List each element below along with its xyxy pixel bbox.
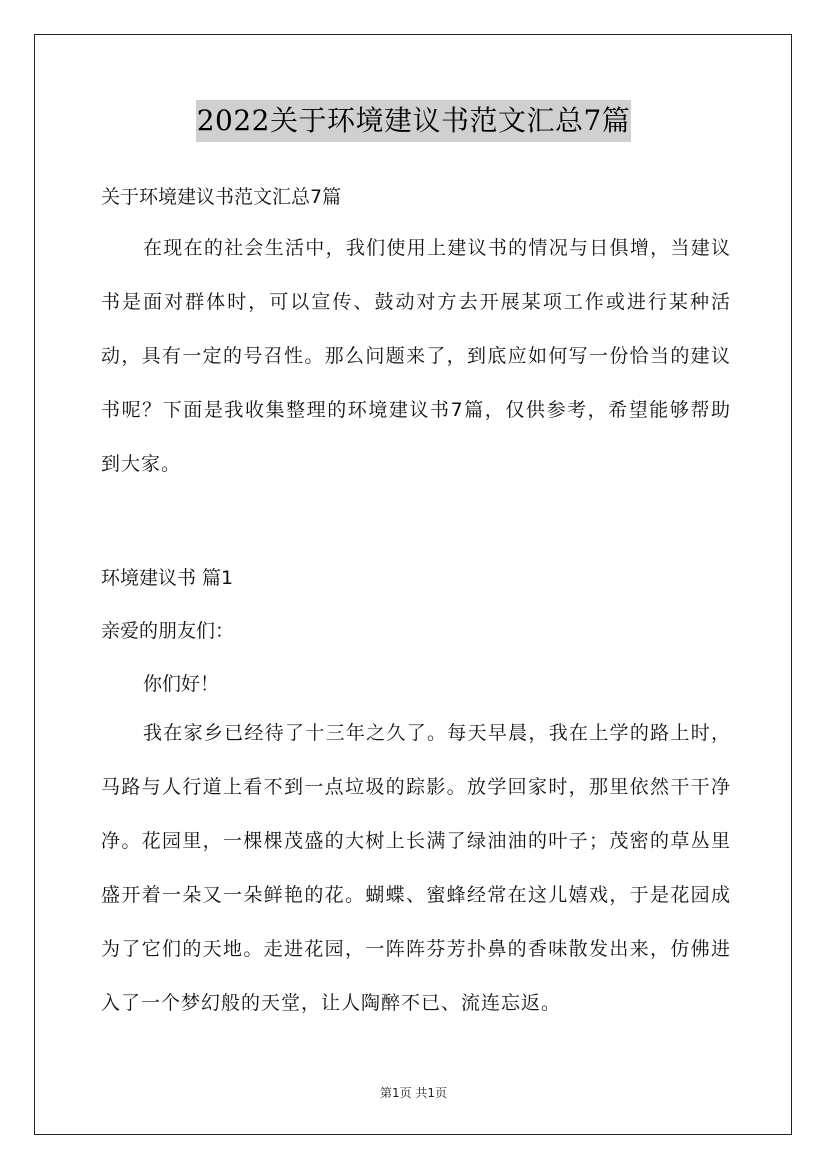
body-paragraph: 我在家乡已经待了十三年之久了。每天早晨，我在上学的路上时，马路与人行道上看不到一点垃圾的踪影。放学回家时，那里依然干干净净。花园里，一棵棵茂盛的大树上长满了绿油油的叶子；茂密的草丛里盛开着一朵又一朵鲜艳的花。蝴蝶、蜜蜂经常在这儿嬉戏，于是花园成为了它们的天地。走进花园，一阵阵芬芳扑鼻的香味散发出来，仿佛进入了一个梦幻般的天堂，让人陶醉不已、流连忘返。 (101, 722, 731, 1014)
document-subtitle: 关于环境建议书范文汇总7篇 (101, 186, 342, 208)
title-container (0, 100, 827, 142)
greeting: 你们好！ (143, 673, 220, 695)
intro-paragraph: 在现在的社会生活中，我们使用上建议书的情况与日俱增，当建议书是面对群体时，可以宣传、鼓动对方去开展某项工作或进行某种活动，具有一定的号召性。那么问题来了，到底应如何写一份恰当的建议书呢？下面是我收集整理的环境建议书7篇，仅供参考，希望能够帮助到大家。 (101, 237, 731, 475)
document-title: 2022关于环境建议书范文汇总7篇 (196, 100, 632, 142)
salutation: 亲爱的朋友们： (101, 620, 235, 642)
section-heading: 环境建议书 篇1 (101, 567, 234, 589)
page-footer: 第1页 共1页 (379, 1086, 448, 1100)
